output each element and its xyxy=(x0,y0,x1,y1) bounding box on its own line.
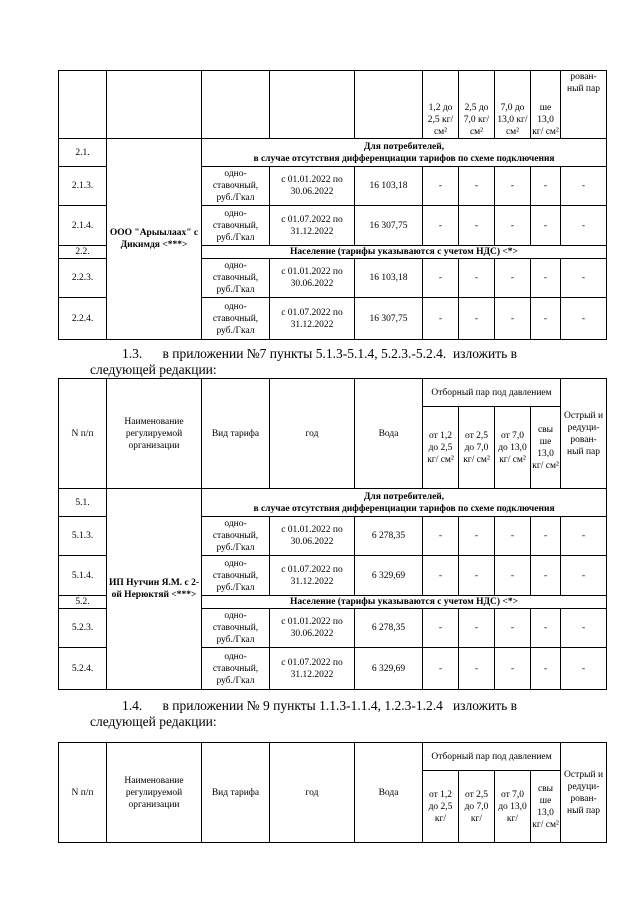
cell-dash: - xyxy=(495,517,531,556)
cell-dash: - xyxy=(561,648,607,690)
period: с 01.07.2022 по 31.12.2022 xyxy=(270,648,355,690)
header-water: Вода xyxy=(355,743,423,843)
cell-dash: - xyxy=(561,609,607,648)
row-number: 5.2.4. xyxy=(59,648,107,690)
period: с 01.07.2022 по 31.12.2022 xyxy=(270,298,355,340)
header-year: год xyxy=(270,379,355,489)
row-number: 5.1.3. xyxy=(59,517,107,556)
cell-dash: - xyxy=(459,259,495,298)
header-cell: 2,5 до 7,0 кг/ см² xyxy=(459,71,495,139)
tariff-type: одно- ставочный, руб./Гкал xyxy=(202,609,270,648)
row-number: 2.1.4. xyxy=(59,206,107,246)
cell-dash: - xyxy=(561,517,607,556)
cell-dash: - xyxy=(531,609,561,648)
header-pressure-1: от 1,2 до 2,5 кг/ см² xyxy=(423,407,459,489)
population-title: Население (тарифы указываются с учетом НДС) <*> xyxy=(202,246,607,259)
tariff-type: одно- ставочный, руб./Гкал xyxy=(202,517,270,556)
cell-dash: - xyxy=(561,259,607,298)
tariff-type: одно- ставочный, руб./Гкал xyxy=(202,167,270,206)
row-number: 2.1. xyxy=(59,139,107,167)
cell-dash: - xyxy=(423,609,459,648)
cell-dash: - xyxy=(423,648,459,690)
tariff-table-appendix-7 xyxy=(58,378,607,690)
header-pressure-4: свы ше 13,0 кг/ см² xyxy=(531,407,561,489)
cell-dash: - xyxy=(531,206,561,246)
period: с 01.01.2022 по 30.06.2022 xyxy=(270,167,355,206)
cell-dash: - xyxy=(495,648,531,690)
header-sharp-steam: Острый и редуци- рован- ный пар xyxy=(561,743,607,843)
cell-dash: - xyxy=(423,298,459,340)
cell-dash: - xyxy=(423,517,459,556)
section-row xyxy=(59,139,607,167)
water-value: 16 307,75 xyxy=(355,206,423,246)
cell-dash: - xyxy=(561,298,607,340)
cell-dash: - xyxy=(459,298,495,340)
header-cell: ше 13,0 кг/ см² xyxy=(531,71,561,139)
table-header-tail xyxy=(59,71,607,139)
tariff-type: одно- ставочный, руб./Гкал xyxy=(202,648,270,690)
tariff-type: одно- ставочный, руб./Гкал xyxy=(202,206,270,246)
header-pressure-3: от 7,0 до 13,0 кг/ см² xyxy=(495,407,531,489)
cell-dash: - xyxy=(459,167,495,206)
water-value: 16 103,18 xyxy=(355,167,423,206)
cell-dash: - xyxy=(561,167,607,206)
cell-dash: - xyxy=(423,556,459,596)
header-water: Вода xyxy=(355,379,423,489)
period: с 01.07.2022 по 31.12.2022 xyxy=(270,556,355,596)
cell-dash: - xyxy=(459,517,495,556)
cell-dash: - xyxy=(531,556,561,596)
paragraph-1-3-line2: следующей редакции: xyxy=(90,362,217,377)
row-number: 5.1.4. xyxy=(59,556,107,596)
period: с 01.01.2022 по 30.06.2022 xyxy=(270,609,355,648)
header-org: Наименование регулируемой организации xyxy=(107,743,202,843)
tariff-type: одно- ставочный, руб./Гкал xyxy=(202,259,270,298)
water-value: 6 278,35 xyxy=(355,609,423,648)
row-number: 2.2. xyxy=(59,246,107,259)
cell-dash: - xyxy=(561,206,607,246)
header-year: год xyxy=(270,743,355,843)
water-value: 6 329,69 xyxy=(355,556,423,596)
cell-dash: - xyxy=(531,517,561,556)
water-value: 6 329,69 xyxy=(355,648,423,690)
header-pressure-2: от 2,5 до 7,0 кг/ см² xyxy=(459,407,495,489)
cell-dash: - xyxy=(459,648,495,690)
header-tariff: Вид тарифа xyxy=(202,379,270,489)
paragraph-1-4-line2: следующей редакции: xyxy=(90,714,217,729)
header-num: N п/п xyxy=(59,379,107,489)
period: с 01.01.2022 по 30.06.2022 xyxy=(270,259,355,298)
cell-dash: - xyxy=(531,298,561,340)
water-value: 16 103,18 xyxy=(355,259,423,298)
header-steam: Отборный пар под давлением xyxy=(423,379,561,407)
header-num: N п/п xyxy=(59,743,107,843)
section-title xyxy=(202,139,607,167)
header-org: Наименование регулируемой организации xyxy=(107,379,202,489)
section-title-line1: Для потребителей, xyxy=(363,491,445,502)
section-title-line1: Для потребителей, xyxy=(363,141,445,152)
cell-dash: - xyxy=(531,259,561,298)
header-steam: Отборный пар под давлением xyxy=(423,743,561,771)
row-number: 2.1.3. xyxy=(59,167,107,206)
row-number: 2.2.3. xyxy=(59,259,107,298)
tariff-table-appendix-continued xyxy=(58,70,607,340)
tariff-type: одно- ставочный, руб./Гкал xyxy=(202,298,270,340)
cell-dash: - xyxy=(531,648,561,690)
header-sharp-steam: Острый и редуци- рован- ный пар xyxy=(561,379,607,489)
row-number: 5.2. xyxy=(59,596,107,609)
water-value: 6 278,35 xyxy=(355,517,423,556)
cell-dash: - xyxy=(495,259,531,298)
section-title-line2: в случае отсутствия дифференциации тарифов по схеме подключения xyxy=(253,153,555,164)
header-cell: 1,2 до 2,5 кг/ см² xyxy=(423,71,459,139)
paragraph-1-3-line1: 1.3. в приложении №7 пункты 5.1.3-5.1.4, 5.2.3.-5.2.4. изложить в xyxy=(122,346,518,361)
row-number: 5.1. xyxy=(59,489,107,517)
header-pressure-2: от 2,5 до 7,0 кг/ xyxy=(459,771,495,843)
cell-dash: - xyxy=(495,206,531,246)
cell-dash: - xyxy=(459,556,495,596)
organization-name: ООО "Арыылаах" с Дикимдя <***> xyxy=(107,139,202,340)
organization-name: ИП Нутчин Я.М. с 2-ой Нерюктяй <***> xyxy=(107,489,202,690)
table-header-row xyxy=(59,743,607,771)
section-row xyxy=(59,489,607,517)
header-pressure-1: от 1,2 до 2,5 кг/ xyxy=(423,771,459,843)
period: с 01.01.2022 по 30.06.2022 xyxy=(270,517,355,556)
tariff-table-appendix-9 xyxy=(58,742,607,843)
cell-dash: - xyxy=(561,556,607,596)
water-value: 16 307,75 xyxy=(355,298,423,340)
cell-dash: - xyxy=(459,206,495,246)
section-title xyxy=(202,489,607,517)
table-header-row xyxy=(59,379,607,407)
row-number: 5.2.3. xyxy=(59,609,107,648)
period: с 01.07.2022 по 31.12.2022 xyxy=(270,206,355,246)
paragraph-1-4-line1: 1.4. в приложении № 9 пункты 1.1.3-1.1.4, 1.2.3-1.2.4 изложить в xyxy=(122,698,518,713)
row-number: 2.2.4. xyxy=(59,298,107,340)
header-tariff: Вид тарифа xyxy=(202,743,270,843)
cell-dash: - xyxy=(495,556,531,596)
header-cell: рован- ный пар xyxy=(561,71,607,139)
tariff-type: одно- ставочный, руб./Гкал xyxy=(202,556,270,596)
cell-dash: - xyxy=(495,167,531,206)
cell-dash: - xyxy=(423,259,459,298)
section-title-line2: в случае отсутствия дифференциации тарифов по схеме подключения xyxy=(253,503,555,514)
cell-dash: - xyxy=(459,609,495,648)
cell-dash: - xyxy=(495,609,531,648)
header-cell: 7,0 до 13,0 кг/ см² xyxy=(495,71,531,139)
cell-dash: - xyxy=(495,298,531,340)
cell-dash: - xyxy=(423,206,459,246)
header-pressure-4: свы ше 13,0 кг/ см² xyxy=(531,771,561,843)
header-pressure-3: от 7,0 до 13,0 кг/ xyxy=(495,771,531,843)
cell-dash: - xyxy=(423,167,459,206)
cell-dash: - xyxy=(531,167,561,206)
population-title: Население (тарифы указываются с учетом НДС) <*> xyxy=(202,596,607,609)
